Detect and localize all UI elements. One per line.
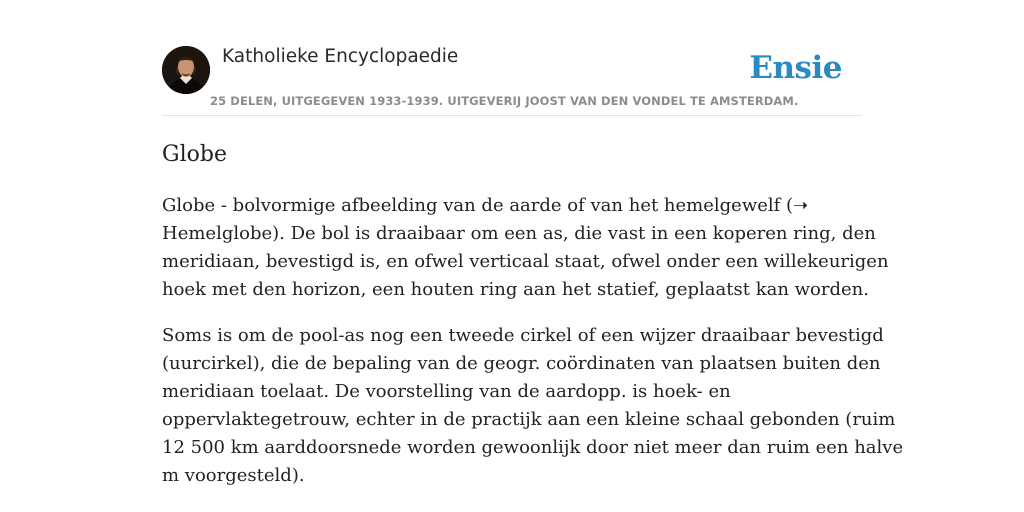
source-avatar[interactable]	[162, 46, 210, 94]
paragraph-line: oppervlaktegetrouw, echter in de practijk aan een kleine schaal gebonden (ruim	[162, 409, 896, 430]
paragraph-line: hoek met den horizon, een houten ring aan het statief, geplaatst kan worden.	[162, 279, 869, 300]
paragraph-line: Globe - bolvormige afbeelding van de aarde of van het hemelgewelf (➝	[162, 195, 809, 216]
paragraph-line: m voorgesteld).	[162, 465, 305, 486]
paragraph-line: meridiaan toelaat. De voorstelling van de aardopp. is hoek- en	[162, 381, 731, 402]
brand-logo[interactable]: Ensie	[749, 50, 842, 86]
source-header	[162, 0, 862, 116]
paragraph-line: (uurcirkel), die de bepaling van de geogr. coördinaten van plaatsen buiten den	[162, 353, 881, 374]
paragraph-line: Soms is om de pool-as nog een tweede cirkel of een wijzer draaibaar bevestigd	[162, 325, 884, 346]
paragraph-line: Hemelglobe). De bol is draaibaar om een as, die vast in een koperen ring, den	[162, 223, 876, 244]
source-subtitle: 25 DELEN, UITGEGEVEN 1933-1939. UITGEVERIJ JOOST VAN DEN VONDEL TE AMSTERDAM.	[210, 94, 799, 108]
paragraph-line: meridiaan, bevestigd is, en ofwel verticaal staat, ofwel onder een willekeurigen	[162, 251, 889, 272]
portrait-icon	[162, 46, 210, 94]
article-paragraph	[162, 322, 904, 490]
source-title[interactable]: Katholieke Encyclopaedie	[222, 46, 459, 67]
paragraph-line: 12 500 km aarddoorsnede worden gewoonlijk door niet meer dan ruim een halve	[162, 437, 904, 458]
article-page	[162, 0, 904, 490]
article-paragraph	[162, 192, 889, 304]
article-title: Globe	[162, 142, 227, 167]
